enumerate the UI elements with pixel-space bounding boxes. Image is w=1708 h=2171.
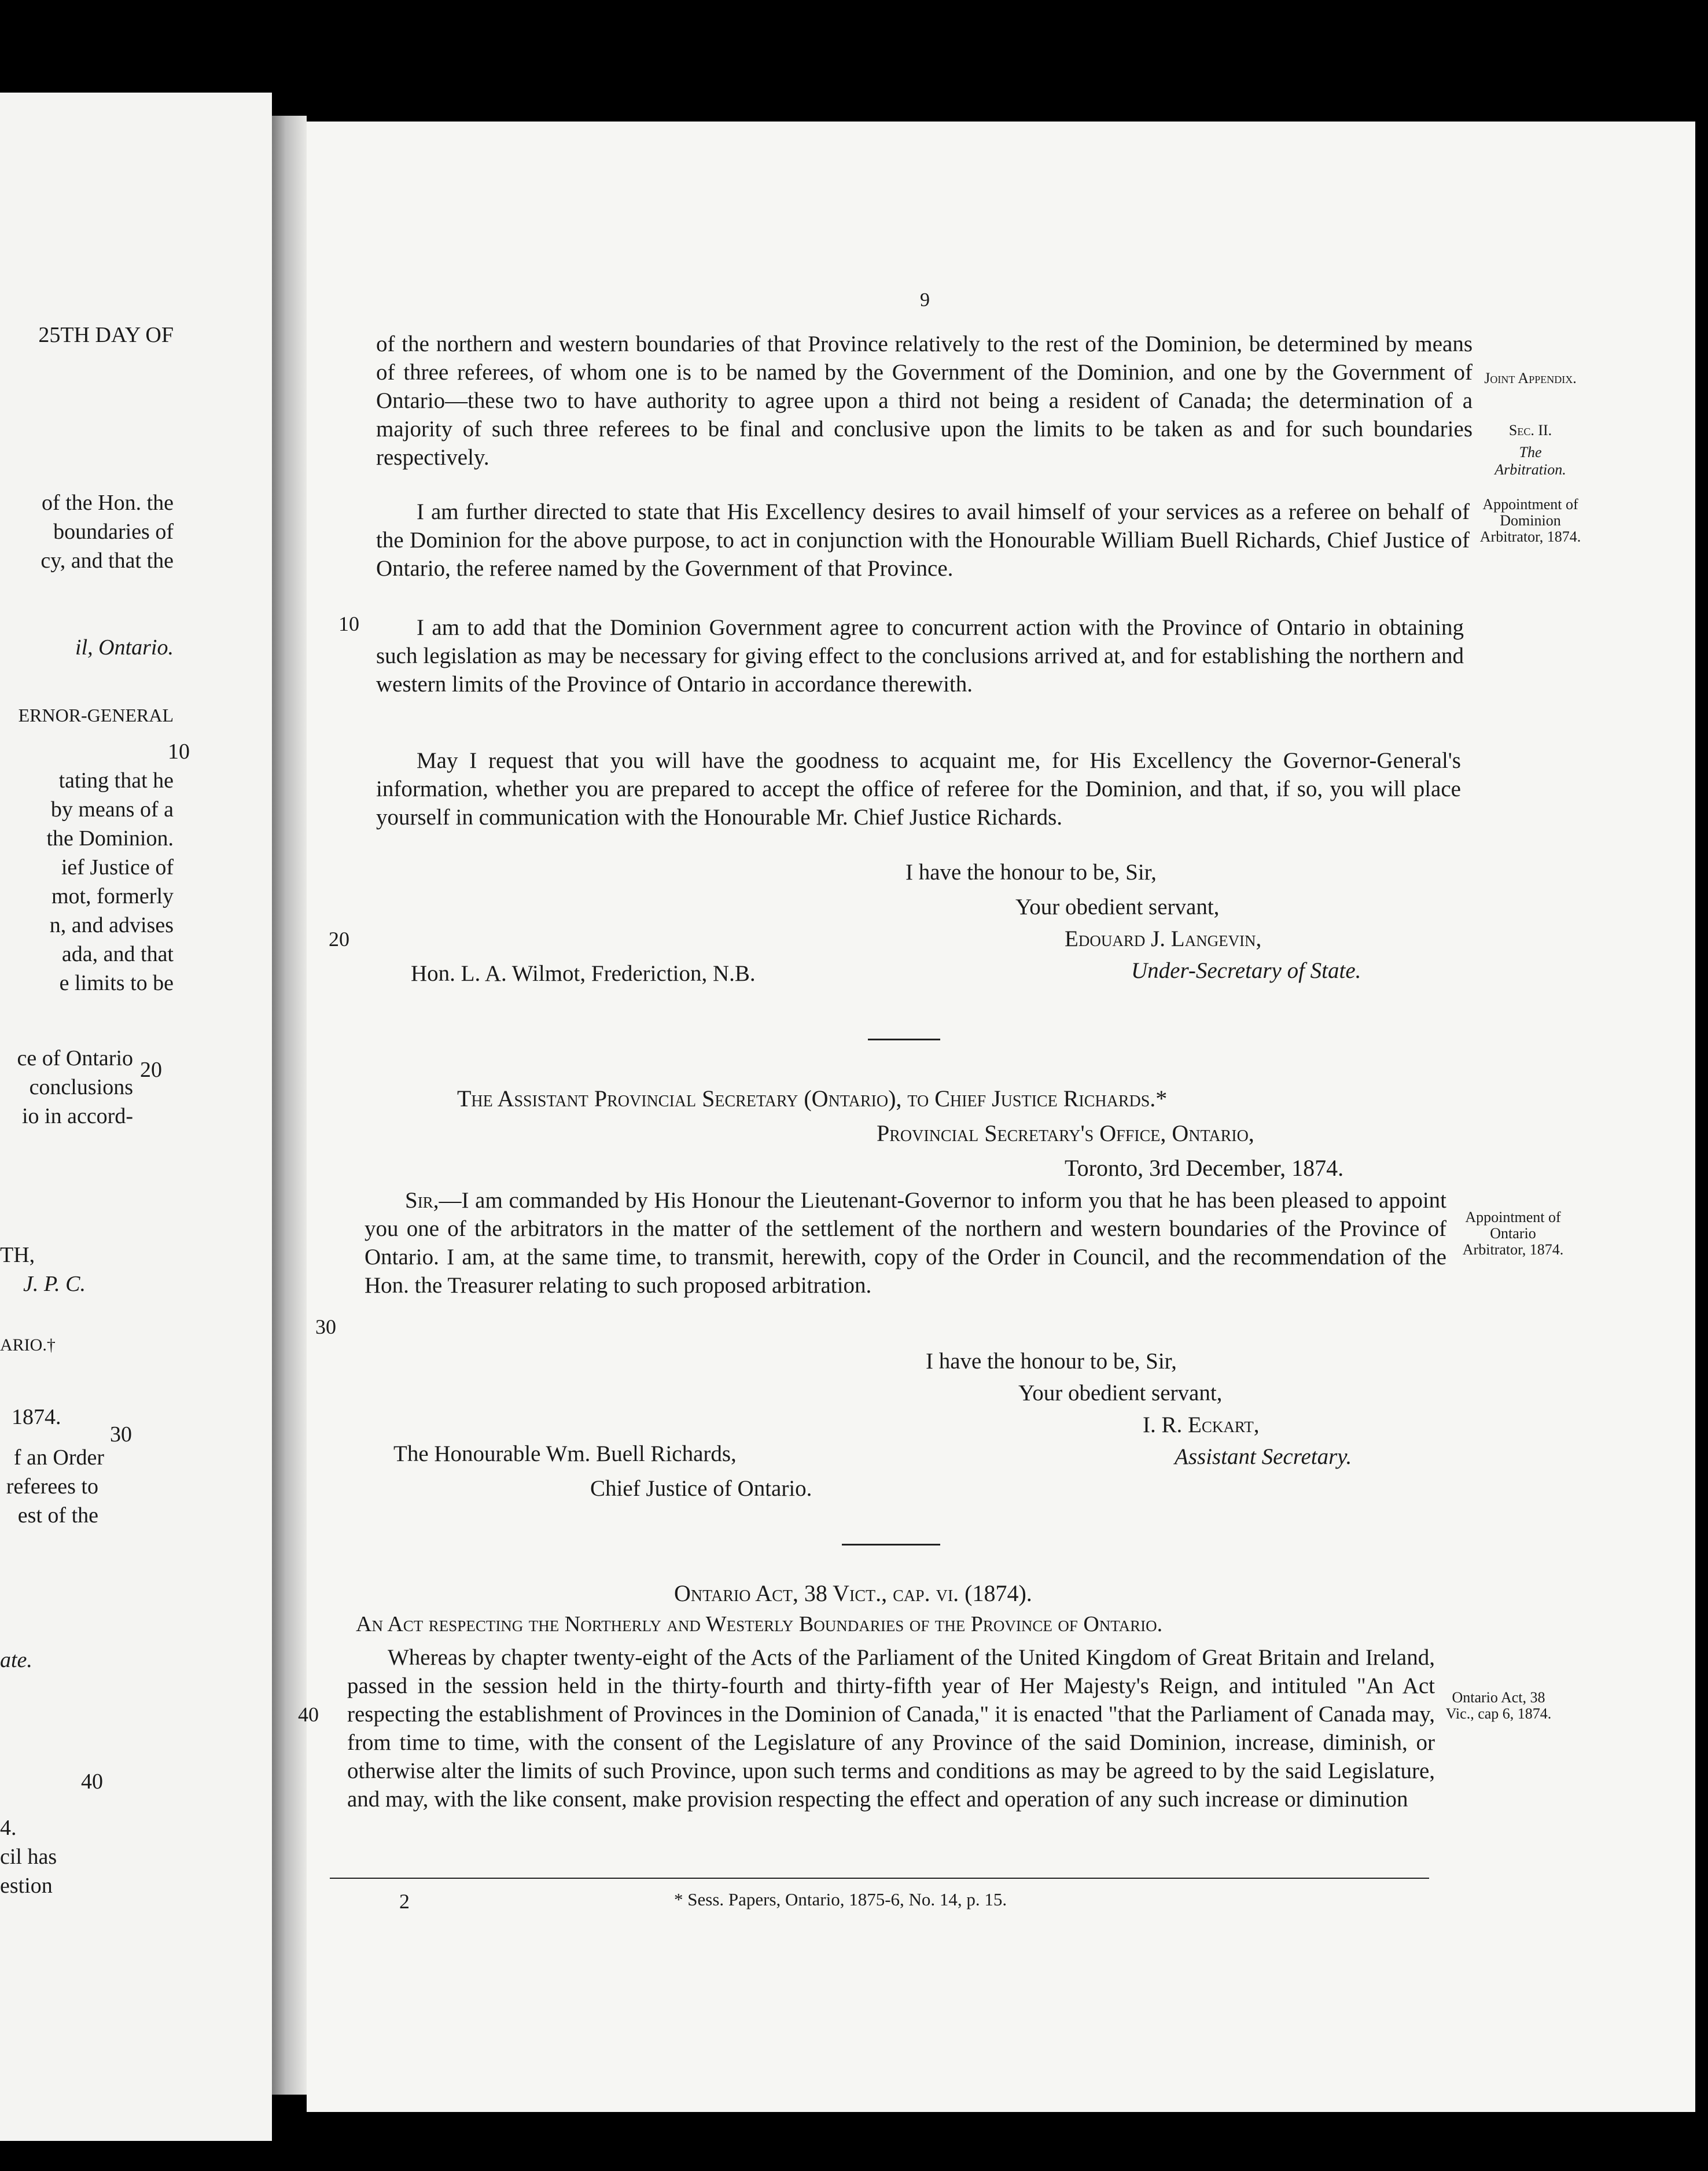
left-page-line-number: 30	[110, 1422, 132, 1447]
letter1-closing-servant: Your obedient servant,	[1015, 895, 1220, 919]
letter2-body-text: —I am commanded by His Honour the Lieutenant-Governor to inform you that he has been pleased to appoint you one of the arbitrators in the matter of the settlement of the northern and western boundaries of the Province of Ontario. I am, at the same time, to transmit, herewith, copy of the Order in Council, and the recommendation of the Hon. the Treasurer relating to such proposed arbitration.	[365, 1188, 1446, 1298]
left-page-line: by means of a	[50, 797, 174, 822]
left-page-line-number: 40	[81, 1769, 103, 1794]
left-page-line: tating that he	[58, 768, 174, 793]
line-number: 40	[298, 1703, 319, 1726]
letter1-paragraph-3: I am to add that the Dominion Government agree to concurrent action with the Province of Ontario in obtaining such legislation as may be necessary for giving effect to the conclusions arrived at, and for establishing the northern and western limits of the Province of Ontario in accordance therewith.	[376, 615, 1464, 697]
left-page-line: ce of Ontario	[17, 1046, 133, 1070]
section-divider	[842, 1544, 940, 1546]
letter1-paragraph-1: of the northern and western boundaries of that Province relatively to the rest of the Dominion, be determined by means of three referees, of whom one is to be named by the Government of the Dominion, and one by the Government of Ontario—these two to have authority to agree upon a third not being a resident of Canada; the determination of a majority of such three referees to be final and conclusive upon the limits to be taken as and for such boundaries respectively.	[376, 332, 1473, 470]
left-page-line-number: 10	[168, 739, 190, 764]
page-number: 9	[920, 289, 930, 311]
sidenote-section: Sec. II.	[1508, 422, 1552, 439]
line-number: 30	[315, 1315, 336, 1338]
letter2-body	[365, 1186, 1446, 1300]
left-page-line: e limits to be	[59, 971, 174, 995]
left-page-line: mot, formerly	[51, 884, 174, 908]
book-gutter	[272, 116, 307, 2095]
letter2-closing-servant: Your obedient servant,	[1018, 1381, 1223, 1405]
left-page-line: conclusions	[29, 1075, 133, 1099]
sidenote-arbitration: Arbitration.	[1494, 461, 1566, 478]
left-page-line: f an Order	[13, 1445, 104, 1470]
act-preamble: Whereas by chapter twenty-eight of the Acts of the Parliament of the United Kingdom of Great Britain and Ireland, passed in the session held in the thirty-fourth and thirty-fifth year of Her Majesty's Reign, and intituled "An Act respecting the establishment of Provinces in the Dominion of Canada," it is enacted "that the Parliament of Canada may, from time to time, with the consent of the Legislature of any Province of the said Dominion, increase, diminish, or otherwise alter the limits of such Province, upon such terms and conditions as may be agreed to by the said Legislature, and may, with the like consent, make provision respecting the effect and operation of any such increase or diminution	[347, 1645, 1435, 1812]
letter1-paragraph-2: I am further directed to state that His Excellency desires to avail himself of your services as a referee on behalf of the Dominion for the above purpose, to act in conjunction with the Honourable William Buell Richards, Chief Justice of Ontario, the referee named by the Government of that Province.	[376, 499, 1470, 581]
line-number: 10	[338, 612, 359, 635]
line-number: 20	[329, 928, 349, 951]
left-page-line: 25TH DAY OF	[38, 323, 174, 347]
letter2-addressee-title: Chief Justice of Ontario.	[590, 1476, 812, 1501]
act-subtitle: An Act respecting the Northerly and Westerly Boundaries of the Province of Ontario.	[356, 1612, 1163, 1636]
letter2-salutation: Sir,	[405, 1188, 439, 1213]
left-page-line: n, and advises	[49, 913, 174, 937]
left-page-line: est of the	[17, 1503, 98, 1528]
sidenote-joint-appendix: Joint Appendix.	[1484, 370, 1577, 387]
left-page-line: ERNOR-GENERAL	[18, 705, 174, 726]
left-page-line: io in accord-	[21, 1104, 133, 1128]
letter2-heading: The Assistant Provincial Secretary (Ontario), to Chief Justice Richards.*	[457, 1086, 1168, 1112]
letter2-signer: I. R. Eckart,	[1143, 1412, 1260, 1437]
left-page-line: ief Justice of	[61, 855, 174, 880]
act-title: Ontario Act, 38 Vict., cap. vi. (1874).	[674, 1580, 1032, 1606]
sidenote-ontario-act: Ontario Act, 38 Vic., cap 6, 1874.	[1445, 1689, 1552, 1722]
letter2-addressee-name: The Honourable Wm. Buell Richards,	[393, 1441, 737, 1466]
sidenote-ontario-arbitrator: Appointment of Ontario Arbitrator, 1874.	[1462, 1209, 1564, 1258]
left-page-line: the Dominion.	[46, 826, 174, 851]
footnote-rule	[330, 1878, 1429, 1879]
letter1-addressee: Hon. L. A. Wilmot, Frederiction, N.B.	[411, 961, 756, 986]
footnote: * Sess. Papers, Ontario, 1875-6, No. 14, p. 15.	[674, 1889, 1007, 1909]
left-page-line-number: 20	[140, 1058, 162, 1082]
letter1-closing: I have the honour to be, Sir,	[905, 860, 1157, 885]
letter2-date: Toronto, 3rd December, 1874.	[1065, 1155, 1344, 1181]
letter1-signer-title: Under-Secretary of State.	[1131, 958, 1361, 983]
left-page-line: boundaries of	[53, 520, 174, 544]
letter1-signer: Edouard J. Langevin,	[1065, 926, 1262, 951]
left-page-line: il, Ontario.	[75, 635, 174, 660]
letter2-office: Provincial Secretary's Office, Ontario,	[877, 1120, 1254, 1146]
left-page-line: referees to	[6, 1474, 98, 1499]
letter2-signer-title: Assistant Secretary.	[1175, 1444, 1352, 1469]
left-page-line: of the Hon. the	[42, 491, 174, 515]
sidenote-the: The	[1519, 444, 1542, 461]
left-page-line: cy, and that the	[41, 549, 174, 573]
sidenote-dominion-arbitrator: Appointment of Dominion Arbitrator, 1874.	[1479, 496, 1581, 545]
section-divider	[868, 1039, 940, 1040]
letter1-paragraph-4: May I request that you will have the goodness to acquaint me, for His Excellency the Governor-General's information, whether you are prepared to accept the office of referee for the Dominion, and that, if so, you will place yourself in communication with the Honourable Mr. Chief Justice Richards.	[376, 748, 1461, 830]
page-number-bottom: 2	[399, 1890, 410, 1913]
letter2-closing: I have the honour to be, Sir,	[926, 1349, 1177, 1374]
left-page-line: ada, and that	[61, 942, 174, 966]
left-facing-page: 25TH DAY OF of the Hon. the boundaries of cy, and that the il, Ontario. ERNOR-GENERAL 10 tating that he by means of a the Dominion. ief Justice of mot, formerly n, and advises ada, and that e limits to be ce of Ontario conclusions io in accord- 20 TH, J. P. C. ARIO.† 1874. 30 f an Order referees to est of the ate. 40 4. cil has estion	[0, 93, 272, 2141]
